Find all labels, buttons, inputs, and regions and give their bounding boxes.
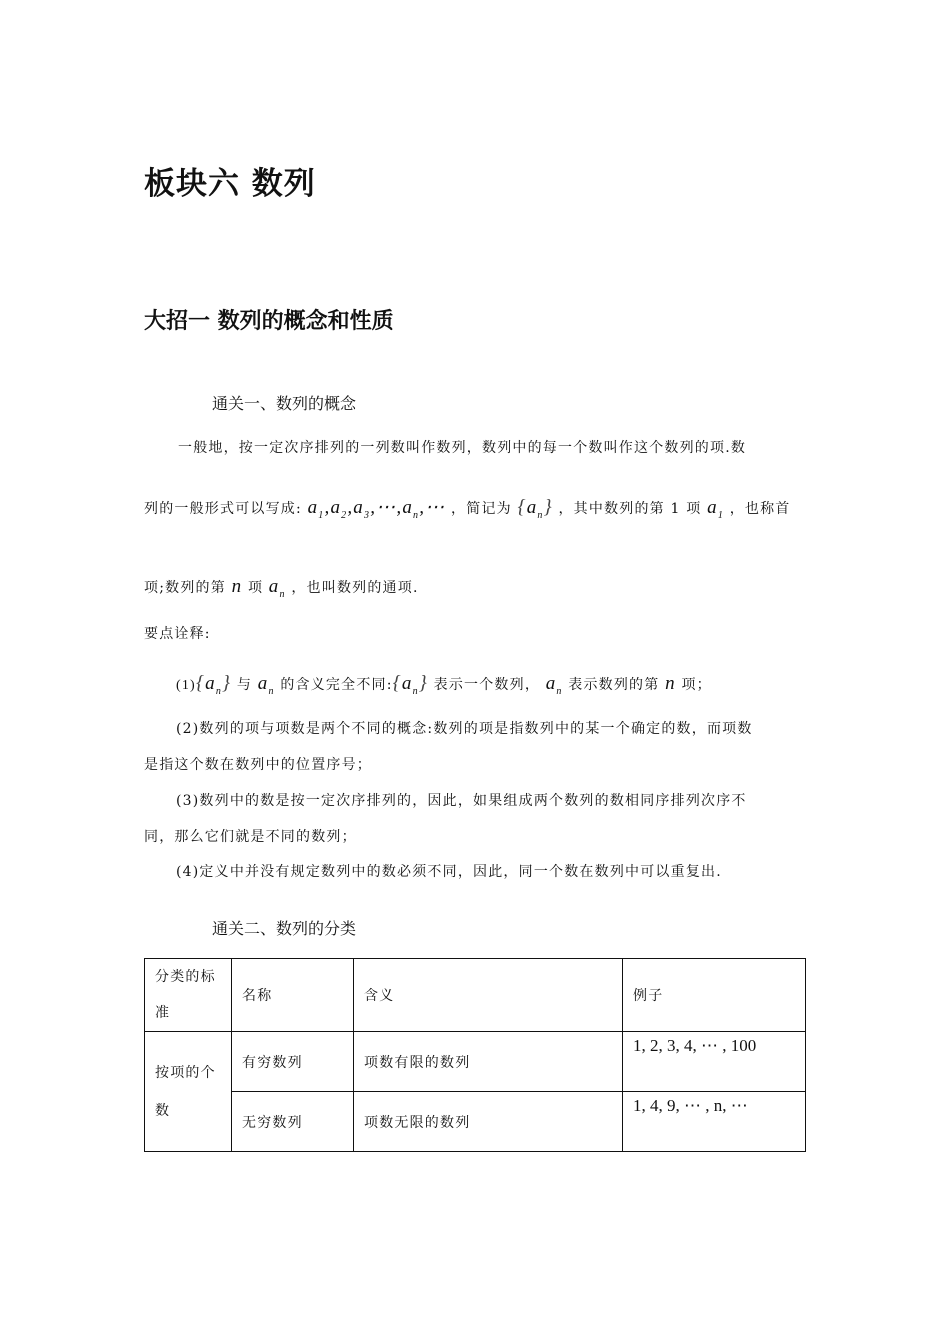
notes-label: 要点诠释: (144, 626, 211, 642)
sequence-general-form: $a_1,a_2,a_3,\cdots,a_n,\cdots$ (307, 497, 446, 521)
note-3-line2: 同，那么它们就是不同的数列； (144, 829, 357, 845)
para1-line2: 列的一般形式可以写成: $a_1,a_2,a_3,\cdots,a_n,\cdots$ ，简记为 $\{a_n\}$ ，其中数列的第 1 项 $a_1$ ，也称首 (144, 496, 791, 521)
header-name: 名称 (232, 959, 354, 1032)
table-row (145, 1032, 806, 1092)
sequence-notation: $\{a_n\}$ (517, 496, 553, 521)
general-term: $a_n$ (268, 576, 286, 600)
header-meaning: 含义 (354, 959, 623, 1032)
section-title: 大招一 数列的概念和性质 (144, 309, 394, 334)
heading-pass1: 通关一、数列的概念 (212, 394, 357, 413)
para1-line1: 一般地，按一定次序排列的一列数叫作数列，数列中的每一个数叫作这个数列的项.数 (178, 440, 747, 456)
row-meaning: 项数有限的数列 (354, 1032, 623, 1092)
group-label: 按项的个数 (145, 1032, 232, 1152)
row-name: 无穷数列 (232, 1092, 354, 1152)
row-name: 有穷数列 (232, 1032, 354, 1092)
header-standard: 分类的标准 (145, 959, 232, 1032)
note-2-line2: 是指这个数在数列中的位置序号； (144, 757, 372, 773)
page-title: 板块六 数列 (144, 166, 316, 202)
row-meaning: 项数无限的数列 (354, 1092, 623, 1152)
note-2-line1: (2)数列的项与项数是两个不同的概念:数列的项是指数列中的某一个确定的数，而项数 (176, 721, 753, 737)
header-example: 例子 (623, 959, 806, 1032)
note-4: (4)定义中并没有规定数列中的数必须不同，因此，同一个数在数列中可以重复出. (176, 864, 722, 880)
note-3-line1: (3)数列中的数是按一定次序排列的，因此，如果组成两个数列的数相同序排列次序不 (176, 793, 747, 809)
table-header-row (145, 959, 806, 1032)
row-example: 1, 4, 9, ⋯ , n, ⋯ (623, 1092, 806, 1152)
heading-pass2: 通关二、数列的分类 (212, 919, 357, 938)
classification-table (144, 958, 806, 1152)
note-1: $(1)\{a_n\}$ 与 $a_n$ 的含义完全不同$:\{a_n\}$ 表示一个数列， $a_n$ 表示数列的第 n 项； (176, 672, 712, 697)
row-example: 1, 2, 3, 4, ⋯ , 100 (623, 1032, 806, 1092)
first-term: $a_1$ (707, 497, 725, 521)
para1-line3: 项;数列的第 n 项 $a_n$ ，也叫数列的通项. (144, 576, 419, 600)
table-row (145, 1092, 806, 1152)
